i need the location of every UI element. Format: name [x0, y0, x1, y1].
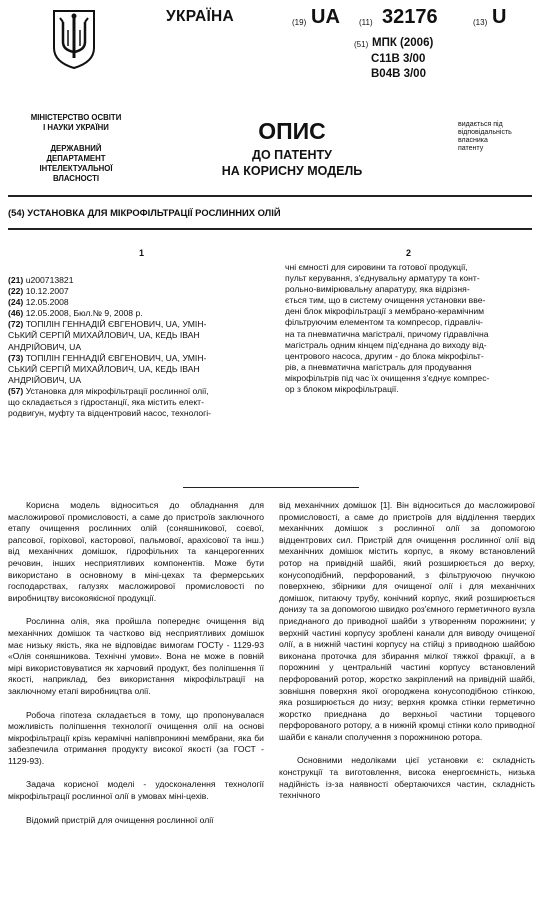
biblio-line: СЬКИЙ СЕРГІЙ МИХАЙЛОВИЧ, UA, КЕДЬ ІВАН: [8, 363, 200, 374]
patent-number: 32176: [382, 6, 438, 28]
ministry-name: МІНІСТЕРСТВО ОСВІТИ І НАУКИ УКРАЇНИ: [30, 113, 122, 132]
paragraph: Корисна модель відноситься до обладнання для масложирової промисловості, а саме до пристроїв заключного етапу очищення рослинних олій (соняшникової, соєвої, рапсової, горіхової, касторової, пальмової, арахісової та інш.) від механічних домішок, гідрофільних та канцерогенних речовин, інших несприятливих компонентів. Може бути використано в основному в міні-цехах та фермерських господарствах, галузях масложирової промисловості по виробництву високоякісної продукції.: [8, 500, 264, 603]
paragraph: Робоча гіпотеза складається в тому, що пропонувалася можливість поліпшення технології очищення олії на основі мікрофільтрації крізь керамічні напівпроникні мембрани, яка би забезпечила отримання продукту високої якості (за ГОСТ - 1129-93).: [8, 709, 264, 766]
kind-code: U: [492, 6, 507, 28]
title-divider: [8, 228, 532, 230]
biblio-line: (46) 12.05.2008, Бюл.№ 9, 2008 р.: [8, 308, 143, 319]
section-separator: [183, 487, 359, 488]
paragraph: Задача корисної моделі - удосконалення технології мікрофільтрації рослинної олії в умовах міні-цехів.: [8, 779, 264, 802]
doc-code-number: (19): [292, 18, 307, 27]
biblio-line: родвигун, муфту та відцентровий насос, технологі-: [8, 408, 212, 419]
department-name: ДЕРЖАВНИЙ ДЕПАРТАМЕНТ ІНТЕЛЕКТУАЛЬНОЇ ВЛАСНОСТІ: [39, 144, 113, 183]
paragraph: Відомий пристрій для очищення рослинної олії: [26, 814, 214, 825]
biblio-line: (24) 12.05.2008: [8, 297, 69, 308]
claim-continued: чні ємності для сировини та готової продукції, пульт керування, з'єднувальну арматуру та конт- рольно-вимірювальну апаратуру, яка відрізня- ється тим, що в систему очищення установки вве- дені блок мікрофільтрації з мембрано-керамічним фільтруючим елементом та компресор, гідравліч- на та пневматична магістралі, причому гідравлічна магістраль одним кінцем під'єднана до виходу від- центрового насоса, другим - до блока мікрофільт- рів, а пневматична магістраль для продування мікрофільтрів під час їх очищення з'єднує компрес- ор з блоком мікрофільтрації.: [285, 262, 490, 395]
ipc-label: МПК (2006): [372, 37, 434, 49]
biblio-line: (57) Установка для мікрофільтрації рослинної олії,: [8, 385, 209, 396]
document-title: ОПИС: [258, 118, 326, 144]
coat-of-arms-icon: [51, 8, 97, 70]
biblio-line: АНДРІЙОВИЧ, UA: [8, 374, 82, 385]
invention-title-text: УСТАНОВКА ДЛЯ МІКРОФІЛЬТРАЦІЇ РОСЛИННИХ ОЛІЙ: [27, 207, 281, 218]
biblio-line: що складається з гідростанції, яка містить елект-: [8, 397, 204, 408]
column-number-left: 1: [139, 248, 145, 258]
body-column-left: [8, 500, 264, 838]
issued-note: видається під відповідальність власника патенту: [458, 121, 512, 152]
patent-number-code: (11): [359, 18, 373, 27]
paragraph: Основними недоліками цієї установки є: складність конструкції та виготовлення, висока енергоємність, низька надійність із-за наявності обертаючихся частин, складність технічного: [279, 755, 535, 801]
paragraph: від механічних домішок [1]. Він відноситься до масложирової промисловості, а саме до пристроїв для відділення твердих механічних домішок з рослинної олії за допомогою відцентрових сил. Пристрій для очищення рослинної олії від механічних домішок містить корпус, в якому встановлений ротор на привідній шайбі, який розширюється до верху, конусоподібний, перфорований, з фільтруючою пнучкою поверхнею, збірники для очищеної олії і для механічних домішок, питаючу трубу, конічний корпус, який розширюється донизу та за допомогою швидко роз'ємного герметичного вузла приєднаного до приводної шайби з утворенням порожнини; у верхній частині корпусу зроблені канали для виводу очищеної олії, а в нижній частині корпусу на стійці з приводною шайбою виконана проточка для збирання мілкої тяжкої фракції, а в порожнині у центральній частині корпусу встановлений перфорований ротор, жорстко закріплений на привідній шайбі, зовнішня поверхня якої огороджена конусоподібною стінкою, яка розширюється до низу; верхня кромка стінки герметично жорстко приєднана до верхньої частини торцевого перфорованого ротору, а в нижній кромці стінки коло приводної шайби є канали сполучення з порожниною ротора.: [279, 500, 535, 742]
header-divider: [8, 195, 532, 197]
biblio-line: АНДРІЙОВИЧ, UA: [8, 341, 82, 352]
column-number-right: 2: [406, 248, 412, 258]
document-subtitle-1: ДО ПАТЕНТУ: [252, 148, 332, 162]
ipc-class-1: C11B 3/00: [371, 53, 426, 65]
invention-code: (54): [8, 207, 25, 218]
biblio-line: СЬКИЙ СЕРГІЙ МИХАЙЛОВИЧ, UA, КЕДЬ ІВАН: [8, 330, 200, 341]
doc-code: UA: [311, 6, 340, 28]
biblio-line: (73) ТОПІЛІН ГЕННАДІЙ ЄВГЕНОВИЧ, UA, УМІН-: [8, 352, 207, 363]
biblio-line: (21) u200713821: [8, 275, 74, 285]
body-column-right: [279, 500, 535, 814]
ipc-code: (51): [354, 40, 369, 49]
bibliography: [8, 275, 270, 419]
ipc-class-2: B04B 3/00: [371, 68, 426, 80]
country-name: УКРАЇНА: [166, 8, 235, 25]
biblio-line: (72) ТОПІЛІН ГЕННАДІЙ ЄВГЕНОВИЧ, UA, УМІН-: [8, 319, 207, 330]
document-subtitle-2: НА КОРИСНУ МОДЕЛЬ: [221, 164, 363, 178]
paragraph: Рослинна олія, яка пройшла попереднє очищення від механічних домішок та частково від несприятливих домішок має низьку якість, яка не відповідає вимогам ГОСТу - 1129-93 «Олія соняшникова. Технічні умови». Вона не може в повній мірі використовуватися як харчовий продукт, без поліпшення її якості, наприклад, без використання мікрофільтрації на заключному етапі виробництва олії.: [8, 616, 264, 696]
invention-title: [8, 207, 281, 218]
kind-code-number: (13): [473, 18, 488, 27]
biblio-line: (22) 10.12.2007: [8, 286, 69, 297]
